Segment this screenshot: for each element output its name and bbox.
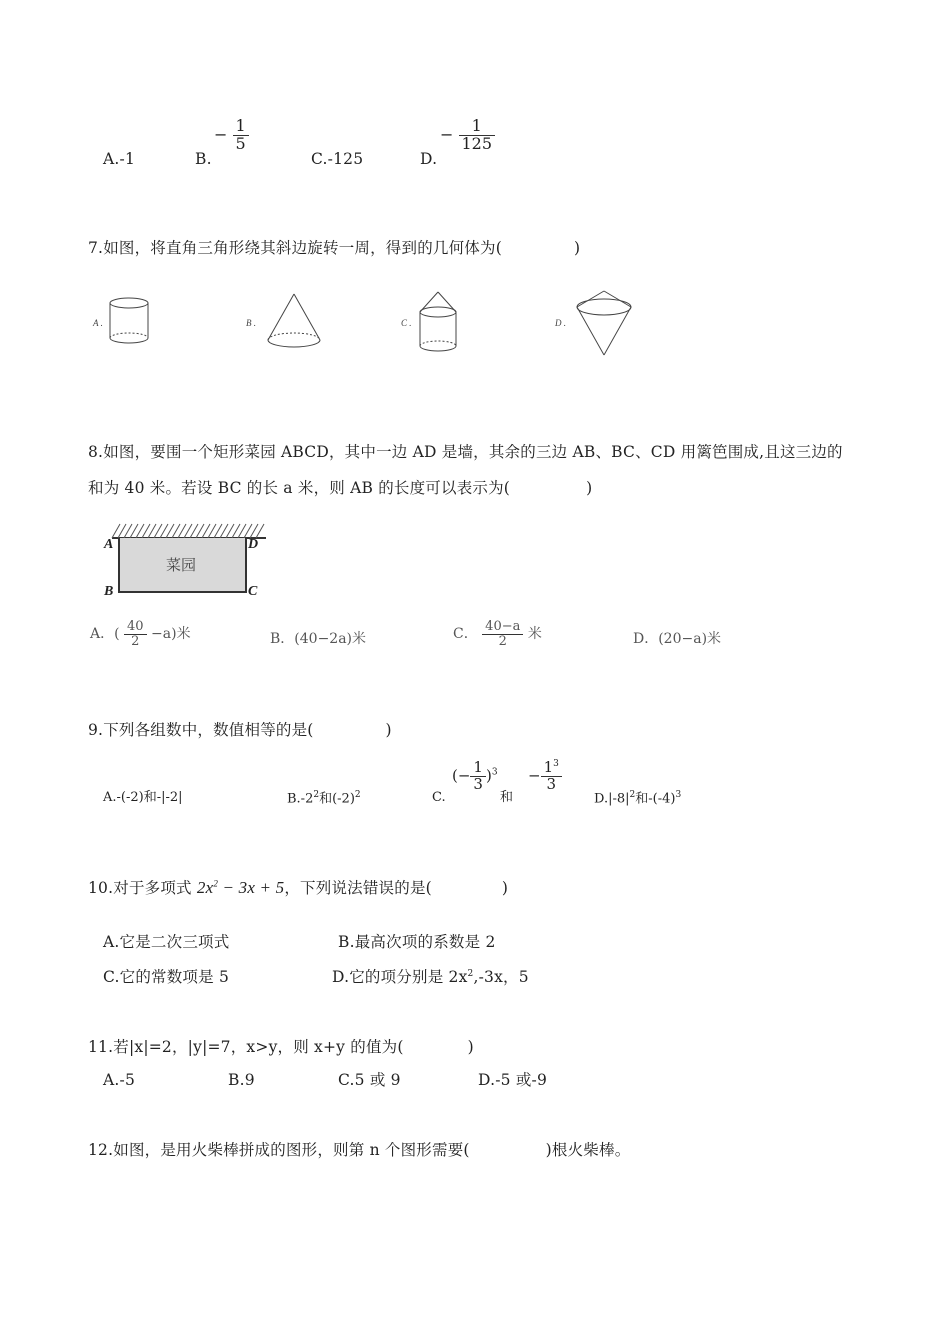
q8-stem-line2 <box>88 479 592 498</box>
option-c-suffix: 米 <box>527 626 542 643</box>
q7-option-c-label[interactable]: C . <box>401 318 412 328</box>
b-part: 和(-2) <box>319 791 355 807</box>
negative-sign: − <box>440 124 454 144</box>
q6-option-c[interactable]: C.-125 <box>311 150 364 168</box>
paren-close: ) <box>586 479 593 497</box>
q6-option-a[interactable]: A.-1 <box>103 150 136 168</box>
poly-term: 2x <box>196 878 214 897</box>
q10-option-c[interactable]: C.它的常数项是 5 <box>103 968 230 986</box>
cone-figure[interactable] <box>264 292 324 354</box>
polynomial <box>197 878 284 897</box>
q8-option-d[interactable]: D．(20−a)米 <box>633 631 722 647</box>
q10-option-b[interactable]: B.最高次项的系数是 2 <box>338 933 496 951</box>
q7-option-b-label[interactable]: B . <box>246 318 256 328</box>
q9-option-a[interactable]: A.-(-2)和-|-2| <box>103 790 183 805</box>
q10-option-a[interactable]: A.它是二次三项式 <box>103 933 230 951</box>
garden-label: 菜园 <box>166 556 197 574</box>
q8-option-c[interactable] <box>453 620 542 648</box>
fraction <box>470 760 486 793</box>
double-cone-figure[interactable] <box>574 289 636 357</box>
paren-close: ) <box>385 721 392 739</box>
fraction <box>459 118 496 153</box>
q9-option-c-expr2 <box>528 760 562 793</box>
q11-option-a[interactable]: A.-5 <box>103 1071 136 1089</box>
exponent: 2 <box>467 968 474 979</box>
numerator: 1 <box>543 758 554 776</box>
exponent: 2 <box>313 790 320 800</box>
q9-option-c-expr1 <box>452 760 498 793</box>
q9-option-c-and: 和 <box>500 790 514 805</box>
q10-option-d[interactable] <box>332 968 529 987</box>
numerator: 40−a <box>485 619 521 634</box>
denominator: 3 <box>541 776 562 793</box>
q7-option-a-label[interactable]: A . <box>93 318 103 328</box>
q6-option-b[interactable]: B. <box>195 150 212 168</box>
denominator: 5 <box>233 135 249 153</box>
denominator: 125 <box>459 135 496 153</box>
fraction <box>541 760 562 793</box>
denominator: 2 <box>482 634 523 649</box>
q11-stem <box>88 1038 474 1057</box>
q7-option-d-label[interactable]: D . <box>555 318 566 328</box>
fraction <box>124 620 147 648</box>
open-paren: (− <box>452 766 471 785</box>
q8-option-b[interactable]: B．(40−2a)米 <box>270 631 367 647</box>
q9-stem <box>88 721 392 740</box>
q10-stem-prefix: 10.对于多项式 <box>88 879 192 897</box>
q8-stem-line2-text: 和为 40 米。若设 BC 的长 a 米，则 AB 的长度可以表示为( <box>88 479 511 497</box>
q9-stem-text: 9.下列各组数中，数值相等的是( <box>88 721 314 739</box>
cylinder-figure[interactable] <box>108 296 156 348</box>
q12-stem-text: 12.如图，是用火柴棒拼成的图形，则第 n 个图形需要( <box>88 1141 470 1159</box>
vertex-b: B <box>104 584 114 599</box>
d-part: D.它的项分别是 2x <box>332 968 468 986</box>
q7-stem-text: 7.如图，将直角三角形绕其斜边旋转一周，得到的几何体为( <box>88 239 502 257</box>
fraction <box>482 620 523 648</box>
numerator: 1 <box>235 116 246 135</box>
exponent: 2 <box>213 878 219 889</box>
q10-stem <box>88 878 508 898</box>
poly-term: − 3x + 5 <box>222 878 285 897</box>
denominator: 2 <box>124 634 147 649</box>
q12-stem <box>88 1141 630 1160</box>
d-part: ,-3x，5 <box>473 968 529 986</box>
q7-stem <box>88 239 580 258</box>
exponent: 2 <box>354 790 361 800</box>
d-part: D.|-8| <box>594 791 630 807</box>
fraction <box>233 118 249 153</box>
vertex-d: D <box>248 537 259 552</box>
q12-stem-suffix: )根火柴棒。 <box>545 1141 631 1159</box>
exponent: 3 <box>491 767 498 778</box>
q6-option-d-value <box>440 118 495 153</box>
paren-close: ) <box>573 239 581 257</box>
negative-sign: − <box>214 124 228 144</box>
q8-option-a[interactable] <box>90 620 191 648</box>
exponent: 3 <box>553 759 559 769</box>
q11-stem-text: 11.若|x|=2，|y|=7，x>y，则 x+y 的值为( <box>88 1038 404 1056</box>
q6-option-b-value <box>214 118 249 153</box>
numerator: 40 <box>127 619 144 634</box>
q9-option-c-label[interactable]: C. <box>432 790 446 805</box>
numerator: 1 <box>471 116 482 135</box>
q11-option-b[interactable]: B.9 <box>228 1071 255 1089</box>
denominator: 3 <box>470 776 486 793</box>
q6-option-d[interactable]: D. <box>420 150 438 168</box>
q9-option-b[interactable] <box>287 790 361 807</box>
exponent: 3 <box>675 790 682 800</box>
q8-stem-line1: 8.如图，要围一个矩形菜园 ABCD，其中一边 AD 是墙，其余的三边 AB、BC、CD 用篱笆围成,且这三边的 <box>88 443 843 461</box>
option-a-prefix: A．( <box>90 626 120 643</box>
vertex-c: C <box>248 584 258 599</box>
q11-option-c[interactable]: C.5 或 9 <box>338 1071 401 1089</box>
q9-option-d[interactable] <box>594 790 681 807</box>
option-c-prefix: C． <box>453 626 478 643</box>
paren-close: ) <box>467 1038 474 1056</box>
paren-close: ) <box>501 879 509 897</box>
option-a-suffix: −a)米 <box>151 626 191 643</box>
q10-stem-suffix: ，下列说法错误的是( <box>284 879 432 897</box>
d-part: 和-(-4) <box>635 791 676 807</box>
q11-option-d[interactable]: D.-5 或-9 <box>478 1071 548 1089</box>
numerator: 1 <box>473 758 483 776</box>
b-part: B.-2 <box>287 791 314 807</box>
exponent: 2 <box>629 790 636 800</box>
negative-sign: − <box>528 766 541 785</box>
close-paren: ) <box>485 766 492 785</box>
vertex-a: A <box>104 537 114 552</box>
cone-on-cylinder-figure[interactable] <box>416 290 464 356</box>
